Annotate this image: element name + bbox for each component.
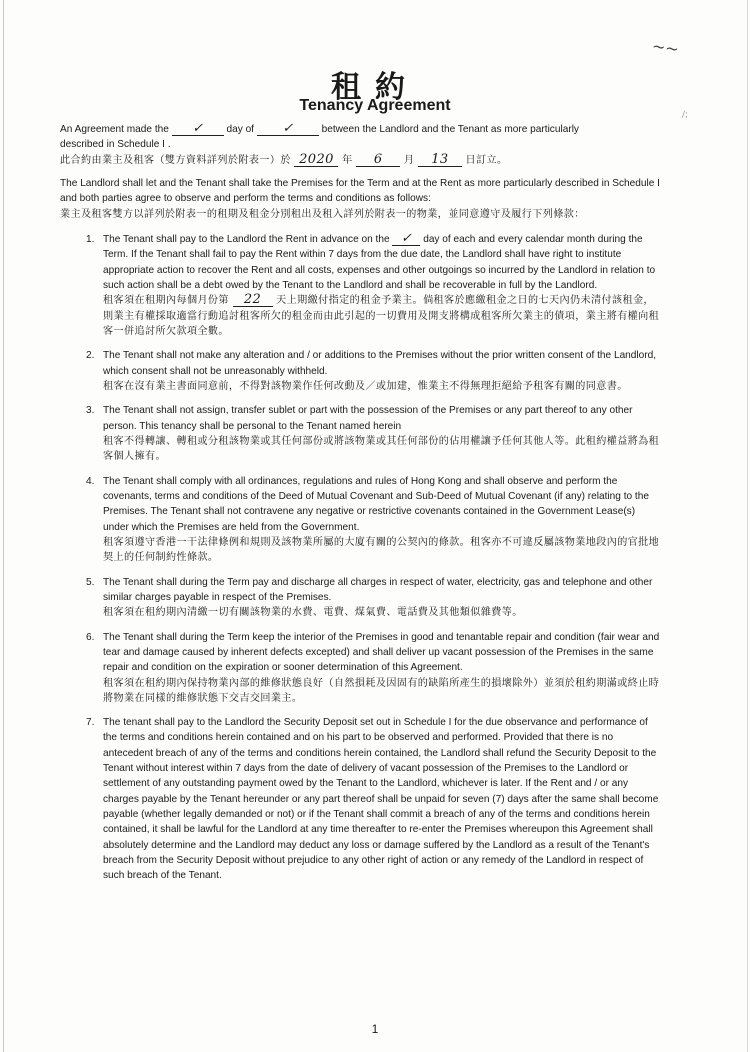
- intro-year-label: 年: [342, 154, 353, 166]
- intro-day-of: day of: [226, 124, 254, 135]
- page-number: 1: [371, 1022, 379, 1036]
- clause-6: [60, 630, 660, 707]
- intro-month-value-blank: 6: [356, 153, 400, 167]
- intro-cn-prefix: 此合約由業主及租客（雙方資料詳列於附表一）於: [60, 154, 291, 166]
- clause-1-cn: [103, 293, 660, 339]
- clause-2-cn: 租客在沒有業主書面同意前，不得對該物業作任何改動及／或加建，惟業主不得無理拒絕給予租客有關的同意書。: [103, 380, 628, 392]
- intro-day-blank: ✓: [172, 122, 224, 136]
- scan-edge-right: [747, 0, 748, 1052]
- clause-3-cn: 租客不得轉讓、轉租或分租該物業或其任何部份或將該物業或其任何部份的佔用權讓予任何其他人等。此租約權益將為租客個人擁有。: [103, 435, 660, 463]
- clause-5-en: The Tenant shall during the Term pay and discharge all charges in respect of water, electricity, gas and telephone and other similar charges payable in respect of the Premises.: [103, 576, 653, 603]
- clause-number: 2.: [86, 350, 95, 362]
- clause-2: [60, 348, 660, 394]
- clause-number: 3.: [86, 405, 95, 417]
- clause-1-day-blank: ✓: [392, 232, 420, 246]
- intro-line-en-2: described in Schedule I .: [60, 139, 171, 151]
- side-scribble: /;: [682, 110, 689, 120]
- clause-6-en: The Tenant shall during the Term keep the interior of the Premises in good and tenantable repair and condition (fair wear and tear and damage caused by inherent defects excepted) and shall deliver up vacant possession of the Premises in the same repair and condition on the expiration or sooner determination of this Agreement.: [103, 631, 660, 674]
- scan-edge-left: [3, 0, 4, 1052]
- intro-month-label: 月: [403, 154, 415, 166]
- clause-3: [60, 403, 660, 464]
- clause-5-cn: 租客須在租約期內清繳一切有關該物業的水費、電費、煤氣費、電話費及其他類似雜費等。: [103, 607, 523, 619]
- clause-1-en-a: The Tenant shall pay to the Landlord the Rent in advance on the: [103, 233, 390, 245]
- clause-number: 1.: [86, 233, 95, 245]
- clause-number: 6.: [86, 631, 95, 643]
- clause-6-cn: 租客須在租約期內保持物業內部的維修狀態良好（自然損耗及因固有的缺陷所產生的損壞除外）並須於租約期滿或終止時將物業在同樣的維修狀態下交吉交回業主。: [103, 677, 660, 704]
- top-right-scribble: ~~: [650, 36, 681, 59]
- clause-4-cn: 租客須遵守香港一干法律條例和規則及該物業所屬的大廈有關的公契內的條款。租客亦不可違反屬該物業地段內的官批地契上的任何制約性條款。: [103, 536, 660, 564]
- clause-1: [60, 232, 660, 339]
- clause-1-cn-blank: 22: [233, 293, 273, 307]
- intro-en-prefix: An Agreement made the: [60, 124, 169, 135]
- intro-line-cn: [60, 153, 660, 168]
- preamble-en: The Landlord shall let and the Tenant shall take the Premises for the Term and at the Rent as more particularly described in Schedule I and both parties agree to observe and perform the terms and conditions as follows:: [60, 177, 660, 205]
- preamble-cn: 業主及租客雙方以詳列於附表一的租期及租金分別租出及租入詳列於附表一的物業，並同意遵守及履行下列條款：: [60, 208, 585, 220]
- clause-number: 7.: [86, 717, 95, 729]
- clause-4-en: The Tenant shall comply with all ordinances, regulations and rules of Hong Kong and shall observe and perform the covenants, terms and conditions of the Deed of Mutual Covenant and Sub-Deed of Mutual Covenant (if any) relating to the Premises. The Tenant shall not contravene any negative or restrictive covenants contained in the Government Lease(s) under which the Premises are held from the Government.: [103, 475, 649, 533]
- intro-date-blank: 13: [418, 153, 462, 167]
- clause-7-en: The tenant shall pay to the Landlord the Security Deposit set out in Schedule I for the due observance and performance of the terms and conditions herein contained and on his part to be observed and performed. Provided that there is no antecedent breach of any of the terms and conditions herein contained, the Landlord shall refund the Security Deposit to the Tenant without interest within 7 days from the date of delivery of vacant possession of the Premises to the Landlord or settlement of any outstanding payment owed by the Tenant to the Landlord, whichever is later. If the Rent and / or any charges payable by the Tenant hereunder or any part thereof shall be unpaid for seven (7) days after the same shall become payable (whether legally demanded or not) or if the Tenant shall commit a breach of any of the terms and conditions herein contained, it shall be lawful for the Landlord at any time thereafter to re-enter the Premises whereupon this Agreement shall absolutely determine and the Landlord may deduct any loss or damage suffered by the Landlord as a result of the Tenant's breach from the Security Deposit without prejudice to any other right of action or any remedy of the Landlord in respect of such breach of the Tenant.: [103, 717, 659, 882]
- clause-1-en: [103, 232, 660, 293]
- clause-1-en-b: day of each and every calendar month during the Term. If the Tenant shall fail to pay the Rent within 7 days from the due date, the Landlord shall have right to institute appropriate action to recover the Rent and all costs, expenses and other outgoings so incurred by the Landlord in relation to such action shall be a debt owed by the Tenant to the Landlord and shall be recoverable in full by the Landlord.: [103, 233, 656, 291]
- intro-cn-suffix: 日訂立。: [465, 154, 508, 166]
- clause-number: 4.: [86, 475, 95, 487]
- agreement-body: [60, 122, 660, 893]
- clause-7: [60, 715, 660, 884]
- title-chinese: 租約: [331, 70, 419, 105]
- clause-1-cn-a: 租客須在租期內每個月份第: [103, 295, 229, 307]
- intro-year-blank: 2020: [294, 153, 338, 167]
- clause-number: 5.: [86, 576, 95, 588]
- clause-5: [60, 575, 660, 621]
- intro-month-blank: ✓: [257, 122, 319, 136]
- clause-2-en: The Tenant shall not make any alteration and / or additions to the Premises without the prior written consent of the Landlord, which consent shall not be unreasonably withheld.: [103, 350, 657, 377]
- clauses-list: [60, 232, 660, 884]
- clause-4: [60, 474, 660, 566]
- intro-line-en: [60, 122, 660, 137]
- clause-1-cn-b: 天上期繳付指定的租金予業主。倘租客於應繳租金之日的七天內仍未清付該租金，則業主有權採取適當行動追討租客所欠的租金而由此引起的一切費用及開支將構成租客所欠業主的債項，業主將有權向租客一併追討所欠款項全數。: [103, 295, 660, 337]
- clause-3-en: The Tenant shall not assign, transfer sublet or part with the possession of the Premises or any part thereof to any other person. This tenancy shall be personal to the Tenant named herein: [103, 405, 633, 432]
- intro-en-suffix: between the Landlord and the Tenant as more particularly: [321, 124, 579, 135]
- title-english: Tenancy Agreement: [299, 97, 451, 114]
